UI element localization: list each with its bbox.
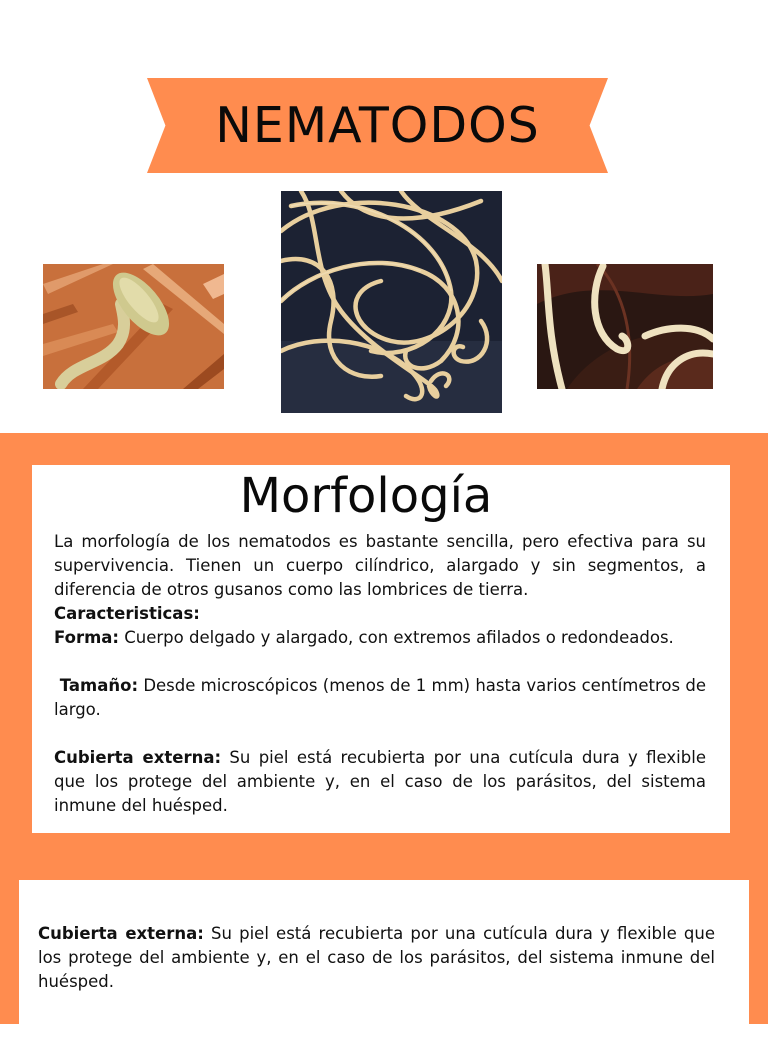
forma-paragraph — [54, 626, 706, 650]
cubierta-label: Cubierta externa: — [54, 748, 222, 767]
nematode-photo-center — [281, 191, 502, 413]
forma-label: Forma: — [54, 628, 120, 647]
cubierta-paragraph — [54, 746, 706, 818]
tamano-label: Tamaño: — [54, 676, 139, 695]
cubierta-text: Su piel está recubierta por una cutícula dura y flexible que los protege del ambiente y, en el caso de los parásitos, del sistema inmune del huésped. — [54, 748, 706, 815]
cubierta-label-2: Cubierta externa: — [38, 924, 204, 943]
cubierta-text-2: Su piel está recubierta por una cutícula dura y flexible que los protege del ambiente y, en el caso de los parásitos, del sistema inmune del huésped. — [38, 924, 715, 991]
second-card-body — [38, 922, 715, 994]
tamano-paragraph — [54, 674, 712, 722]
morfologia-title: Morfología — [239, 468, 493, 524]
tamano-text: Desde microscópicos (menos de 1 mm) hasta varios centímetros de largo. — [54, 676, 712, 719]
morfologia-intro: La morfología de los nematodos es bastante sencilla, pero efectiva para su supervivencia. Tienen un cuerpo cilíndrico, alargado y sin segmentos, a diferencia de otros gusanos como las lombrices de tierra. — [54, 532, 706, 599]
page-title: NEMATODOS — [215, 97, 540, 154]
characteristics-heading: Caracteristicas: — [54, 604, 200, 623]
forma-text: Cuerpo delgado y alargado, con extremos afilados o redondeados. — [119, 628, 674, 647]
cubierta-paragraph-2 — [38, 922, 715, 994]
nematode-photo-right — [537, 264, 713, 389]
morfologia-body — [54, 530, 712, 818]
nematode-photo-left — [43, 264, 224, 389]
